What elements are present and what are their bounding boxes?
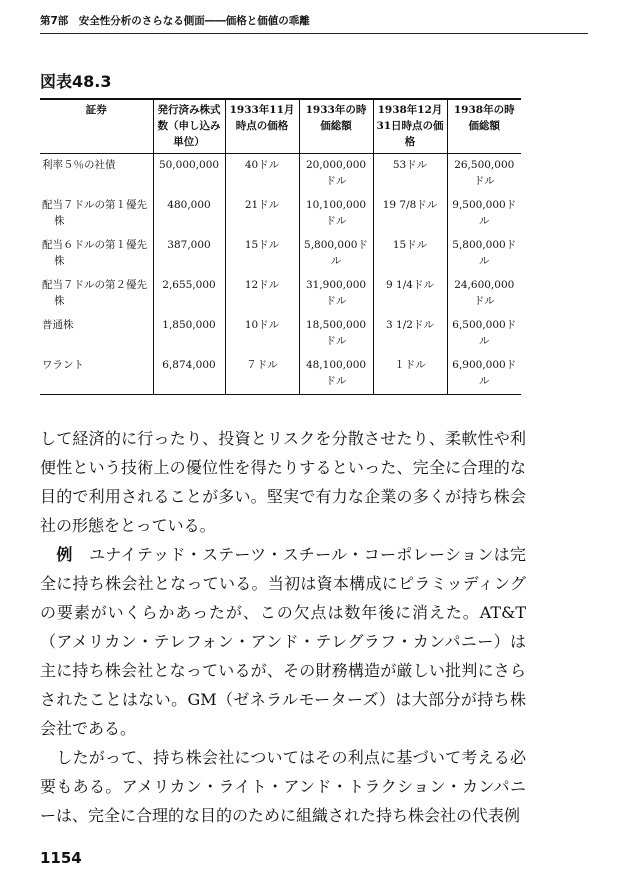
cell-shares: 1,850,000	[153, 314, 225, 354]
cell-shares: 480,000	[153, 194, 225, 234]
cell-security	[40, 274, 153, 314]
cell-value-1933: 18,500,000ドル	[299, 314, 373, 354]
cell-value-1938: 26,500,000ドル	[447, 154, 521, 195]
cell-shares: 6,874,000	[153, 354, 225, 395]
cell-value-1938: 5,800,000ドル	[447, 234, 521, 274]
cell-shares: 387,000	[153, 234, 225, 274]
page-number: 1154	[40, 849, 82, 867]
cell-price-1933: 10ドル	[225, 314, 299, 354]
cell-value-1938: 9,500,000ドル	[447, 194, 521, 234]
cell-security	[40, 154, 153, 195]
paragraph-3	[40, 743, 526, 830]
cell-price-1938: 19 7/8ドル	[373, 194, 447, 234]
column-header-shares: 発行済み株式数（申し込み単位）	[153, 99, 225, 154]
running-header: 第7部 安全性分析のさらなる側面――価格と価値の乖離	[40, 13, 588, 34]
security-name: 配当７ドルの第２優先株	[42, 279, 147, 307]
cell-price-1938: 53ドル	[373, 154, 447, 195]
paragraph-1: して経済的に行ったり、投資とリスクを分散させたり、柔軟性や利便性という技術上の優位性を得たりするといった、完全に合理的な目的で利用されることが多い。堅実で有力な企業の多くが持ち株会社の形態をとっている。	[40, 429, 526, 535]
paragraph-2	[40, 540, 526, 743]
cell-value-1933: 10,100,000ドル	[299, 194, 373, 234]
cell-price-1933: 12ドル	[225, 274, 299, 314]
table-row	[40, 274, 521, 314]
table-row	[40, 234, 521, 274]
column-header-security: 証券	[40, 99, 153, 154]
table-row	[40, 194, 521, 234]
cell-shares: 2,655,000	[153, 274, 225, 314]
table-row	[40, 354, 521, 395]
cell-price-1938: 15ドル	[373, 234, 447, 274]
cell-value-1933: 5,800,000ドル	[299, 234, 373, 274]
cell-price-1933: ７ドル	[225, 354, 299, 395]
cell-price-1933: 21ドル	[225, 194, 299, 234]
cell-value-1933: 31,900,000ドル	[299, 274, 373, 314]
table-row	[40, 154, 521, 195]
cell-price-1938: １ドル	[373, 354, 447, 395]
cell-price-1938: 3 1/2ドル	[373, 314, 447, 354]
cell-security	[40, 194, 153, 234]
body-text	[40, 424, 526, 830]
column-header-value-1933: 1933年の時価総額	[299, 99, 373, 154]
security-name: 利率５％の社債	[42, 159, 116, 171]
cell-security	[40, 234, 153, 274]
cell-value-1933: 20,000,000ドル	[299, 154, 373, 195]
table-header-row	[40, 99, 521, 154]
cell-security	[40, 354, 153, 395]
cell-price-1933: 15ドル	[225, 234, 299, 274]
security-name: 普通株	[42, 319, 74, 331]
column-header-value-1938: 1938年の時価総額	[447, 99, 521, 154]
cell-value-1938: 24,600,000ドル	[447, 274, 521, 314]
cell-value-1933: 48,100,000ドル	[299, 354, 373, 395]
cell-price-1933: 40ドル	[225, 154, 299, 195]
cell-security	[40, 314, 153, 354]
cell-value-1938: 6,900,000ドル	[447, 354, 521, 395]
cell-shares: 50,000,000	[153, 154, 225, 195]
securities-table	[40, 98, 521, 395]
table-row	[40, 314, 521, 354]
security-name: ワラント	[42, 359, 84, 371]
cell-price-1938: 9 1/4ドル	[373, 274, 447, 314]
cell-value-1938: 6,500,000ドル	[447, 314, 521, 354]
example-label: 例	[56, 545, 73, 564]
security-name: 配当７ドルの第１優先株	[42, 199, 147, 227]
security-name: 配当６ドルの第１優先株	[42, 239, 147, 267]
paragraph-3-text: したがって、持ち株会社についてはその利点に基づいて考える必要もある。アメリカン・ライト・アンド・トラクション・カンパニーは、完全に合理的な目的のために組織された持ち株会社の代表例	[40, 748, 526, 825]
figure-title: 図表48.3	[40, 72, 112, 91]
column-header-price-1933: 1933年11月時点の価格	[225, 99, 299, 154]
column-header-price-1938: 1938年12月31日時点の価格	[373, 99, 447, 154]
example-text: ユナイテッド・ステーツ・スチール・コーポレーションは完全に持ち株会社となっている。当初は資本構成にピラミッディングの要素がいくらかあったが、この欠点は数年後に消えた。AT&T（アメリカン・テレフォン・アンド・テレグラフ・カンパニー）は主に持ち株会社となっているが、その財務構造が厳しい批判にさらされたことはない。GM（ゼネラルモーターズ）は大部分が持ち株会社である。	[40, 545, 526, 738]
